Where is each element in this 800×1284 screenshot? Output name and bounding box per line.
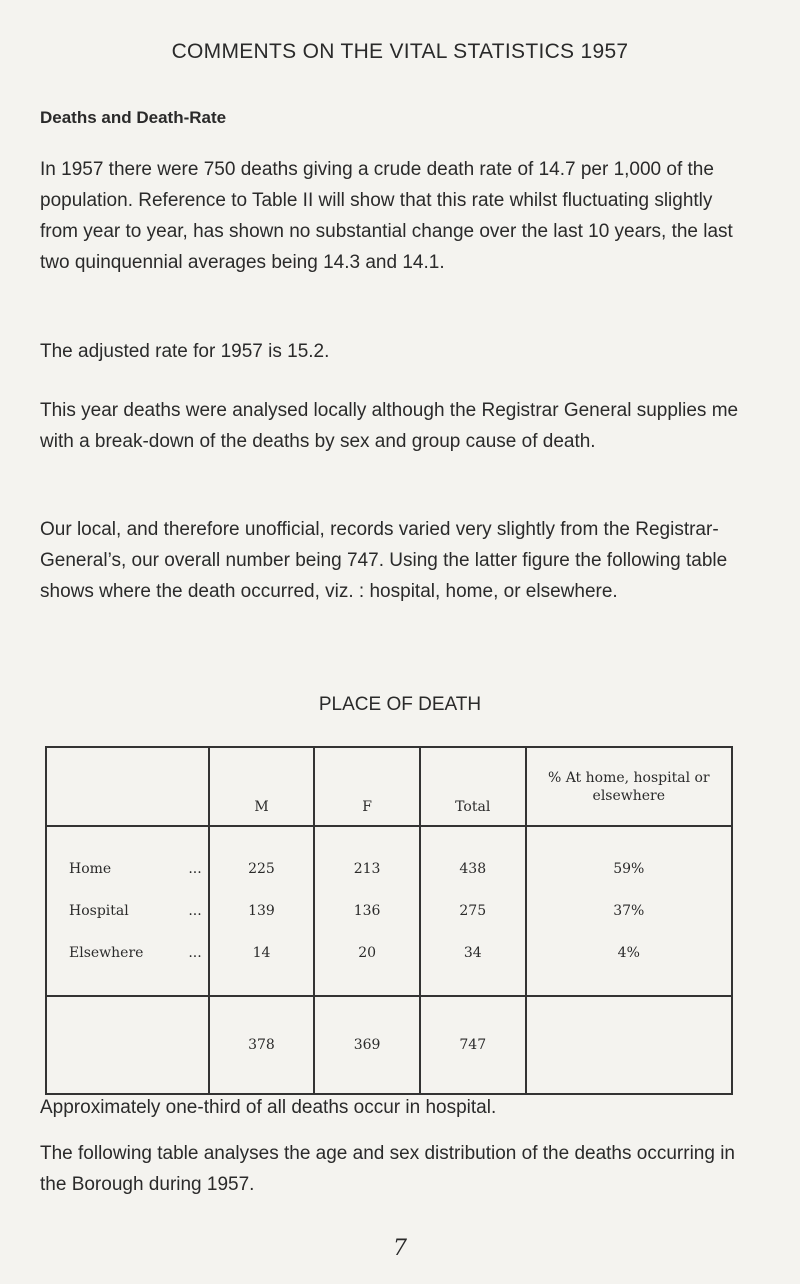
cell-f: 136: [314, 890, 420, 932]
paragraph-age-sex: The following table analyses the age and sex distribution of the deaths occurring in the Borough during 1957.: [40, 1143, 735, 1195]
table-row: [46, 890, 732, 932]
section-heading: Deaths and Death-Rate: [40, 108, 227, 127]
cell-total: 34: [420, 932, 526, 996]
place-name: Hospital: [69, 903, 129, 919]
paragraph-one-third: Approximately one-third of all deaths occur in hospital.: [40, 1097, 497, 1118]
total-m: 378: [209, 996, 315, 1094]
cell-f: 20: [314, 932, 420, 996]
place-name: Home: [69, 861, 112, 877]
header-percent: % At home, hospital or elsewhere: [526, 747, 732, 826]
total-f: 369: [314, 996, 420, 1094]
paragraph-adjusted-rate: The adjusted rate for 1957 is 15.2.: [40, 341, 330, 362]
place-name: Elsewhere: [69, 945, 144, 961]
paragraph-death-rate: In 1957 there were 750 deaths giving a crude death rate of 14.7 per 1,000 of the population. Reference to Table II will show that this rate whilst fluctuating slightly from year to year, has shown no substantial change over the last 10 years, the last two quinquennial averages being 14.3 and 14.1.: [40, 159, 733, 273]
leader-dots: ...: [188, 903, 202, 919]
table-totals-row: [46, 996, 732, 1094]
cell-m: 225: [209, 826, 315, 890]
total-all: 747: [420, 996, 526, 1094]
header-f: F: [314, 747, 420, 826]
paragraph-local-records: Our local, and therefore unofficial, records varied very slightly from the Registrar-General’s, our overall number being 747. Using the latter figure the following table shows where the death occurred, viz. : hospital, home, or elsewhere.: [40, 519, 728, 602]
row-label: [46, 932, 209, 996]
cell-percent: 59%: [526, 826, 732, 890]
paragraph-registrar: This year deaths were analysed locally although the Registrar General supplies me with a break-down of the deaths by sex and group cause of death.: [40, 400, 739, 452]
table-header-row: [46, 747, 732, 826]
table-row: [46, 932, 732, 996]
place-of-death-table: [45, 746, 733, 1095]
leader-dots: ...: [188, 861, 202, 877]
leader-dots: ...: [188, 945, 202, 961]
cell-percent: 4%: [526, 932, 732, 996]
cell-m: 14: [209, 932, 315, 996]
cell-total: 438: [420, 826, 526, 890]
cell-total: 275: [420, 890, 526, 932]
totals-percent-cell: [526, 996, 732, 1094]
header-m: M: [209, 747, 315, 826]
totals-label-cell: [46, 996, 209, 1094]
row-label: [46, 890, 209, 932]
row-label: [46, 826, 209, 890]
header-total: Total: [420, 747, 526, 826]
cell-f: 213: [314, 826, 420, 890]
header-place: [46, 747, 209, 826]
table-row: [46, 826, 732, 890]
page-number: 7: [393, 1236, 407, 1261]
table-title: PLACE OF DEATH: [318, 694, 482, 715]
cell-percent: 37%: [526, 890, 732, 932]
page-title: COMMENTS ON THE VITAL STATISTICS 1957: [171, 40, 629, 63]
cell-m: 139: [209, 890, 315, 932]
